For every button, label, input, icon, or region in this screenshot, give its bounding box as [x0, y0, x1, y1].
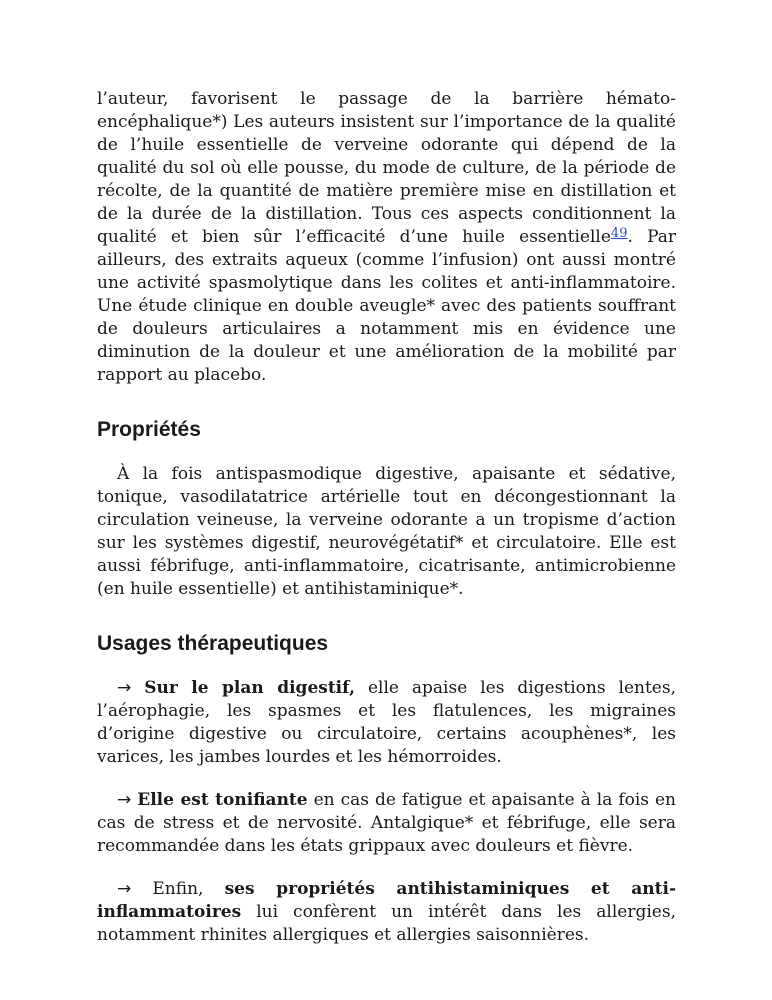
- intro-text-after: . Par ailleurs, des extraits aqueux (comme l’infusion) ont aussi montré une activité spasmolytique dans les colites et anti-inflammatoire. Une étude clinique en double aveugle* avec des patients souffrant de douleurs articulaires a notamment mis en évidence une diminution de la douleur et une amélioration de la mobilité par rapport au placebo.: [97, 227, 677, 385]
- usage-item-lead: Enfin,: [131, 879, 225, 899]
- usage-item-text: en cas de fatigue et apaisante à la fois en cas de stress et de nervosité. Antalgique* et fébrifuge, elle sera recommandée dans les états grippaux avec douleurs et fièvre.: [97, 790, 677, 856]
- proprietes-paragraph: À la fois antispasmodique digestive, apaisante et sédative, tonique, vasodilatatrice artérielle tout en décongestionnant la circulation veineuse, la verveine odorante a un tropisme d’action sur les systèmes digestif, neurovégétatif* et circulatoire. Elle est aussi fébrifuge, anti-inflammatoire, cicatrisante, antimicrobienne (en huile essentielle) et antihistaminique*.: [97, 464, 676, 599]
- arrow-icon: →: [117, 879, 132, 899]
- section-heading-usages: Usages thérapeutiques: [97, 632, 329, 655]
- intro-text-before: l’auteur, favorisent le passage de la barrière hémato-encéphalique*) Les auteurs insistent sur l’importance de la qualité de l’huile essentielle de verveine odorante qui dépend de la qualité du sol où elle pousse, du mode de culture, de la période de récolte, de la quantité de matière première mise en distillation et de la durée de la distillation. Tous ces aspects conditionnent la qualité et bien sûr l’efficacité d’une huile essentielle: [97, 89, 676, 247]
- usage-item-text: elle apaise les digestions lentes, l’aérophagie, les spasmes et les flatulences, les migraines d’origine digestive ou circulatoire, certains acouphènes*, les varices, les jambes lourdes et les hémorroides.: [97, 678, 676, 767]
- usage-item-tonifiante: [97, 789, 676, 858]
- usage-item-bold: Sur le plan digestif,: [144, 678, 355, 698]
- footnote-link[interactable]: 49: [610, 226, 628, 241]
- usage-item-text: lui confèrent un intérêt dans les allergies, notamment rhinites allergiques et allergies saisonnières.: [97, 902, 676, 945]
- usage-item-antihistaminique: [97, 878, 676, 947]
- intro-paragraph: [97, 88, 676, 387]
- arrow-icon: →: [117, 790, 132, 810]
- arrow-icon: →: [117, 678, 132, 698]
- usage-item-digestif: [97, 677, 676, 769]
- section-heading-proprietes: Propriétés: [97, 418, 201, 441]
- usage-item-bold: Elle est tonifiante: [137, 790, 308, 810]
- usage-item-bold: ses propriétés antihistaminiques et anti-inflammatoires: [97, 879, 677, 922]
